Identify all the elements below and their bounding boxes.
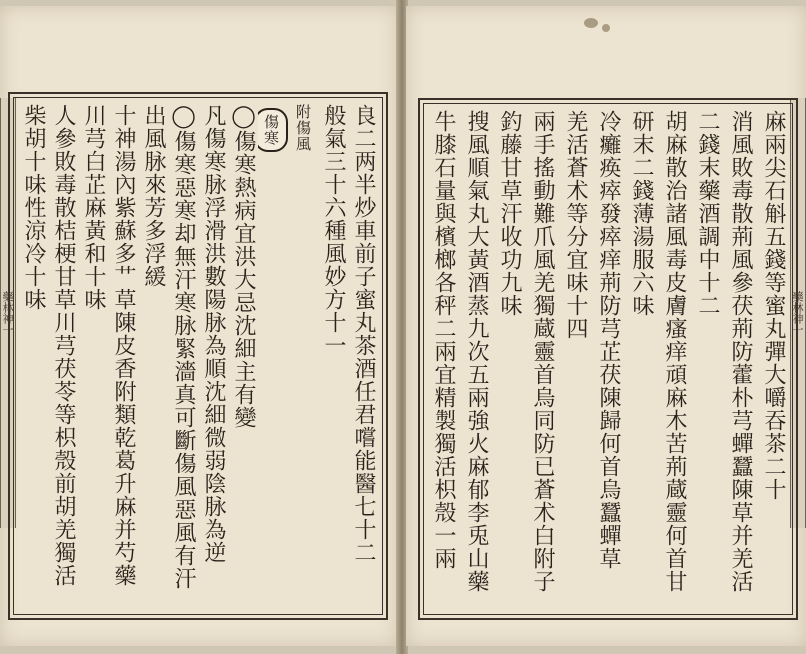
left-columns [18,104,378,608]
section-badge: 傷寒 [258,108,288,152]
left-text-column: ◯傷寒熱病宜洪大忌沈細主有變 [231,104,256,429]
left-text-column: 柴胡十味性涼冷十味 [21,104,46,311]
right-text-column: 胡麻散治諸風毒皮膚瘙痒頑麻木苦荊蔵靈何首甘 [662,110,687,593]
left-text-column: 十神湯內紫蘇多艹草陳皮香附類乾葛升麻并芍藥 [111,104,136,587]
left-text-column: 凡傷寒脉浮滑洪數陽脉為順沈細微弱陰脉為逆 [201,104,226,564]
right-text-frame [418,98,798,620]
left-text-column: 良二两半炒車前子蜜丸茶酒任君嚐能醫七十二 [351,104,376,564]
right-margin-tab: 藥林神一 [790,98,806,528]
right-text-column: 搜風順氣丸大黃酒蒸九次五兩強火麻郁李兎山藥 [464,110,489,593]
left-text-column: 般氣三十六種風妙方十一 [321,104,346,357]
left-text-column: 附傷風 [294,104,312,152]
left-text-column: 出風脉來芳多浮緩 [141,104,166,288]
right-text-column: 消風敗毒散荊風參茯荊防藿朴芎蟬蠶陳草并羌活 [728,110,753,593]
ink-stain [584,18,598,28]
right-text-column: 牛膝石量與檳榔各秤二兩宜精製獨活枳殼一兩 [431,110,456,570]
right-text-column: 麻兩尖石斛五錢等蜜丸彈大嚼吞茶二十 [761,110,786,501]
left-text-column [258,104,288,608]
right-text-column: 二錢末藥酒調中十二 [695,110,720,317]
left-text-column: ◯傷寒惡寒却無汗寒脉緊濇真可斷傷風惡風有汗 [171,104,196,590]
left-page [0,6,398,646]
left-text-column: 人參敗毒散桔梗甘草川芎茯苓等枳殼前胡羌獨活 [51,104,76,587]
right-text-column: 研末二錢薄湯服六味 [629,110,654,317]
right-text-column: 冷癱痪瘁發瘁痒荊防芎芷茯陳歸何首烏蠶蟬草 [596,110,621,570]
left-text-frame [8,92,388,620]
right-text-column: 釣藤甘草汗收功九味 [497,110,522,317]
right-columns [428,110,788,608]
left-margin-tab: 藥林神一 [0,98,16,528]
left-text-column: 川芎白芷麻黃和十味 [81,104,106,311]
ink-stain [602,24,610,32]
right-text-column: 羌活蒼术等分宜味十四 [563,110,588,340]
right-page [406,6,806,646]
right-text-column: 兩手搖動難爪風羌獨蔵靈首烏同防已蒼术白附子 [530,110,555,593]
